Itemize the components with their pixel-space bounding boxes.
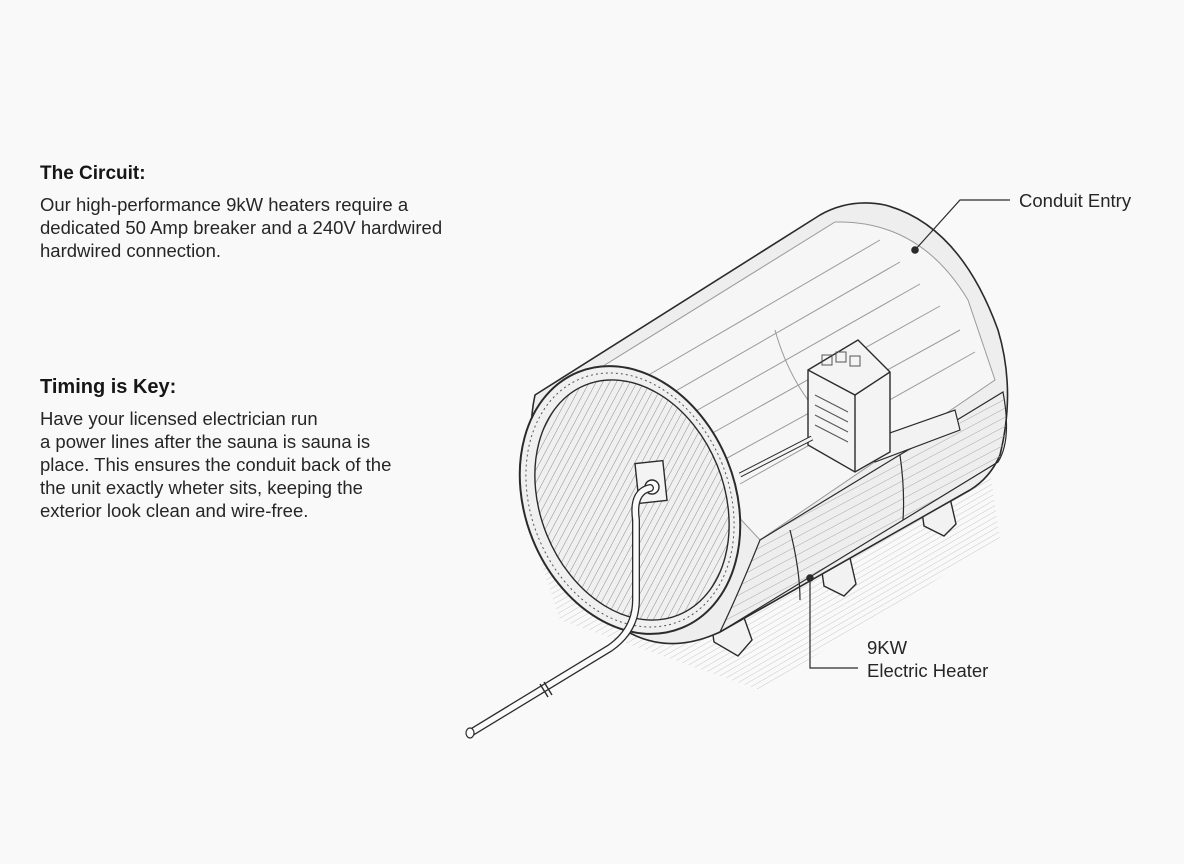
heater-name-text: Electric Heater (867, 660, 989, 681)
timing-line: place. This ensures the conduit back of the (40, 454, 392, 475)
circuit-paragraph (40, 193, 442, 262)
circuit-line: hardwired connection. (40, 240, 221, 261)
timing-line: the unit exactly wheter sits, keeping the (40, 477, 363, 498)
timing-paragraph (40, 407, 391, 522)
conduit-entry-label (1019, 189, 1131, 212)
conduit-entry-text: Conduit Entry (1019, 190, 1132, 211)
circuit-heading: The Circuit: (40, 163, 146, 184)
timing-line: Have your licensed electrician run (40, 408, 318, 429)
timing-line: a power lines after the sauna is sauna is (40, 431, 371, 452)
circuit-line: Our high-performance 9kW heaters require a (40, 194, 409, 215)
timing-line: exterior look clean and wire-free. (40, 500, 309, 521)
timing-heading: Timing is Key: (40, 376, 177, 398)
circuit-line: dedicated 50 Amp breaker and a 240V hardwired (40, 217, 443, 238)
heater-label (867, 636, 988, 682)
heater-power-text: 9KW (867, 637, 908, 658)
